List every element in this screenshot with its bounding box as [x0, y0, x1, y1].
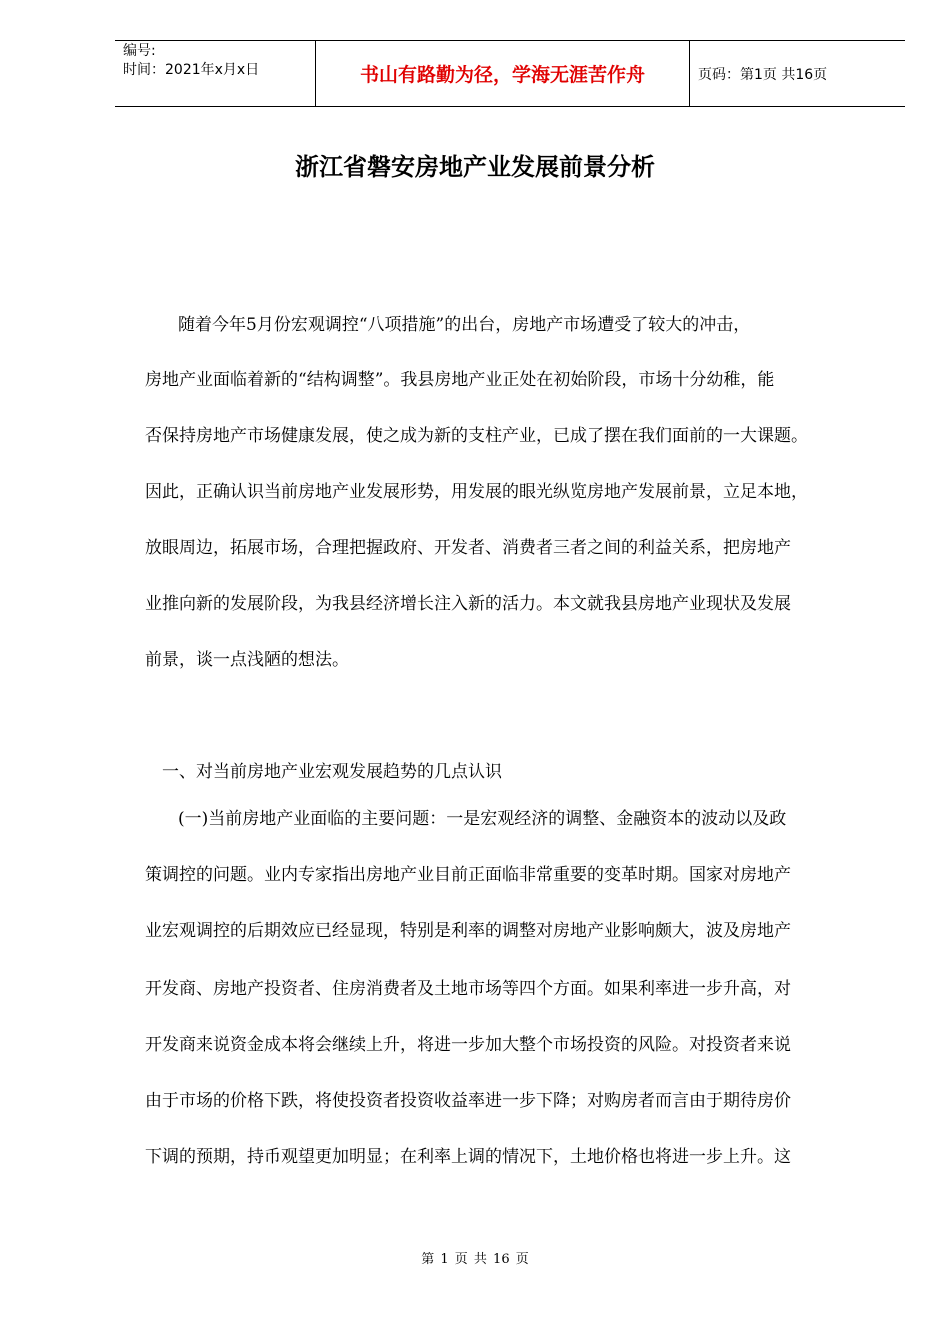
text-line: 业推向新的发展阶段，为我县经济增长注入新的活力。本文就我县房地产业现状及发展: [145, 594, 791, 614]
document-title: 浙江省磐安房地产业发展前景分析: [295, 153, 655, 181]
text-line: 否保持房地产市场健康发展，使之成为新的支柱产业，已成了摆在我们面前的一大课题。: [145, 426, 808, 446]
text-line: 前景，谈一点浅陋的想法。: [145, 650, 349, 670]
text-line: 由于市场的价格下跌，将使投资者投资收益率进一步下降；对购房者而言由于期待房价: [145, 1091, 791, 1111]
text-line: 随着今年5月份宏观调控“八项措施”的出台，房地产市场遭受了较大的冲击，: [178, 315, 751, 335]
text-line: 放眼周边，拓展市场，合理把握政府、开发者、消费者三者之间的利益关系，把房地产: [145, 538, 791, 558]
serial-number-label: 编号:: [123, 43, 156, 59]
text-line: 因此，正确认识当前房地产业发展形势，用发展的眼光纵览房地产发展前景，立足本地，: [145, 482, 808, 502]
header-meta: [115, 41, 316, 106]
text-line: 业宏观调控的后期效应已经显现，特别是利率的调整对房地产业影响颇大，波及房地产: [145, 921, 791, 941]
text-line: 策调控的问题。业内专家指出房地产业目前正面临非常重要的变革时期。国家对房地产: [145, 865, 791, 885]
text-line: 开发商来说资金成本将会继续上升，将进一步加大整个市场投资的风险。对投资者来说: [145, 1035, 791, 1055]
header-motto: 书山有路勤为径，学海无涯苦作舟: [316, 41, 690, 106]
text-line: 房地产业面临着新的“结构调整”。我县房地产业正处在初始阶段，市场十分幼稚，能: [145, 370, 775, 390]
text-line: (一)当前房地产业面临的主要问题：一是宏观经济的调整、金融资本的波动以及政: [178, 809, 787, 829]
page-header: [115, 40, 905, 107]
time-label: 时间：2021年x月x日: [123, 62, 260, 78]
text-line: 开发商、房地产投资者、住房消费者及土地市场等四个方面。如果利率进一步升高，对: [145, 979, 791, 999]
header-page-number: 页码：第1页 共16页: [698, 66, 828, 83]
text-line: 下调的预期，持币观望更加明显；在利率上调的情况下，土地价格也将进一步上升。这: [145, 1147, 791, 1167]
section-heading: 一、对当前房地产业宏观发展趋势的几点认识: [162, 762, 502, 782]
page-footer: 第 1 页 共 16 页: [421, 1252, 529, 1267]
